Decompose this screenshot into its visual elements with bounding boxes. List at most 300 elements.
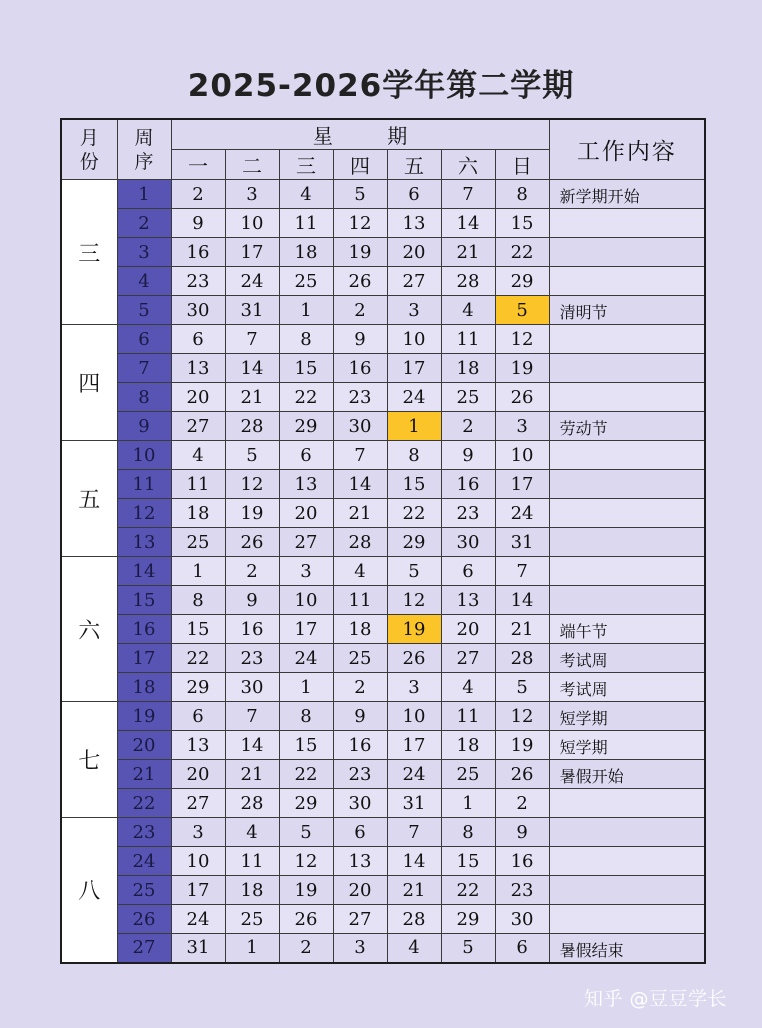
weekday-header: 二 xyxy=(225,150,279,180)
date-cell: 9 xyxy=(225,586,279,615)
week-number-cell: 24 xyxy=(117,847,171,876)
date-cell: 15 xyxy=(279,354,333,383)
date-cell: 24 xyxy=(495,499,549,528)
date-cell: 16 xyxy=(333,354,387,383)
month-cell: 六 xyxy=(61,557,117,702)
date-cell: 2 xyxy=(441,412,495,441)
date-cell: 10 xyxy=(387,702,441,731)
watermark: 知乎 @豆豆学长 xyxy=(584,988,728,1010)
date-cell: 9 xyxy=(441,441,495,470)
week-number-cell: 25 xyxy=(117,876,171,905)
date-cell: 11 xyxy=(441,702,495,731)
work-content-text: 劳动节 xyxy=(559,419,608,438)
date-cell: 25 xyxy=(279,267,333,296)
date-cell: 23 xyxy=(225,644,279,673)
date-cell: 17 xyxy=(387,354,441,383)
week-column-header: 周序 xyxy=(117,119,171,180)
work-content-cell xyxy=(549,383,705,412)
date-cell: 29 xyxy=(279,412,333,441)
work-content-cell xyxy=(549,209,705,238)
work-content-text: 端午节 xyxy=(559,622,608,641)
date-cell: 27 xyxy=(171,412,225,441)
date-cell: 31 xyxy=(225,296,279,325)
date-cell: 21 xyxy=(495,615,549,644)
date-cell: 23 xyxy=(441,499,495,528)
month-cell: 七 xyxy=(61,702,117,818)
work-content-cell xyxy=(549,470,705,499)
date-cell: 12 xyxy=(387,586,441,615)
work-content-cell xyxy=(549,586,705,615)
date-cell: 31 xyxy=(387,789,441,818)
date-cell: 27 xyxy=(279,528,333,557)
date-cell: 14 xyxy=(441,209,495,238)
calendar-title: 2025-2026学年第二学期 xyxy=(187,68,575,104)
date-cell: 27 xyxy=(333,905,387,934)
work-content-cell xyxy=(549,267,705,296)
work-content-cell xyxy=(549,702,705,731)
date-cell: 21 xyxy=(441,238,495,267)
date-cell: 18 xyxy=(441,731,495,760)
week-number-cell: 2 xyxy=(117,209,171,238)
week-row xyxy=(61,499,705,528)
date-cell: 13 xyxy=(171,354,225,383)
week-row xyxy=(61,905,705,934)
week-number-cell: 20 xyxy=(117,731,171,760)
date-cell: 20 xyxy=(387,238,441,267)
work-content-cell xyxy=(549,557,705,586)
work-content-cell xyxy=(549,528,705,557)
date-cell: 18 xyxy=(441,354,495,383)
work-content-text: 暑假开始 xyxy=(559,767,624,786)
date-cell: 9 xyxy=(171,209,225,238)
work-content-cell xyxy=(549,731,705,760)
date-cell: 17 xyxy=(495,470,549,499)
date-cell: 11 xyxy=(441,325,495,354)
date-cell: 6 xyxy=(495,934,549,963)
date-cell: 4 xyxy=(225,818,279,847)
weekday-header: 五 xyxy=(387,150,441,180)
week-number-cell: 21 xyxy=(117,760,171,789)
date-cell: 27 xyxy=(441,644,495,673)
date-cell: 7 xyxy=(333,441,387,470)
work-content-cell xyxy=(549,760,705,789)
work-content-text: 考试周 xyxy=(559,651,608,670)
week-row xyxy=(61,586,705,615)
date-cell: 30 xyxy=(225,673,279,702)
weekday-group-header: 星 期 xyxy=(171,119,549,150)
work-content-cell xyxy=(549,644,705,673)
week-row xyxy=(61,818,705,847)
work-content-header: 工作内容 xyxy=(549,119,705,180)
date-cell: 29 xyxy=(387,528,441,557)
date-cell: 11 xyxy=(279,209,333,238)
date-cell: 7 xyxy=(225,325,279,354)
date-cell: 11 xyxy=(171,470,225,499)
date-cell: 31 xyxy=(171,934,225,963)
date-cell: 10 xyxy=(495,441,549,470)
week-number-cell: 7 xyxy=(117,354,171,383)
date-cell: 17 xyxy=(279,615,333,644)
week-number-cell: 14 xyxy=(117,557,171,586)
date-cell: 4 xyxy=(171,441,225,470)
date-cell: 4 xyxy=(387,934,441,963)
date-cell: 17 xyxy=(225,238,279,267)
holiday-date-cell: 1 xyxy=(387,412,441,441)
week-row xyxy=(61,325,705,354)
date-cell: 7 xyxy=(387,818,441,847)
date-cell: 16 xyxy=(495,847,549,876)
date-cell: 3 xyxy=(387,673,441,702)
date-cell: 21 xyxy=(225,383,279,412)
work-content-cell xyxy=(549,412,705,441)
date-cell: 14 xyxy=(333,470,387,499)
month-cell: 四 xyxy=(61,325,117,441)
work-content-cell xyxy=(549,905,705,934)
date-cell: 22 xyxy=(279,760,333,789)
date-cell: 6 xyxy=(279,441,333,470)
week-row xyxy=(61,702,705,731)
date-cell: 5 xyxy=(225,441,279,470)
month-column-header: 月份 xyxy=(61,119,117,180)
date-cell: 6 xyxy=(171,325,225,354)
date-cell: 15 xyxy=(171,615,225,644)
date-cell: 10 xyxy=(279,586,333,615)
week-number-cell: 17 xyxy=(117,644,171,673)
work-content-cell xyxy=(549,934,705,963)
week-row xyxy=(61,470,705,499)
date-cell: 30 xyxy=(171,296,225,325)
date-cell: 19 xyxy=(333,238,387,267)
date-cell: 17 xyxy=(171,876,225,905)
date-cell: 16 xyxy=(333,731,387,760)
week-row xyxy=(61,876,705,905)
week-row xyxy=(61,644,705,673)
date-cell: 26 xyxy=(495,383,549,412)
date-cell: 1 xyxy=(171,557,225,586)
week-row xyxy=(61,412,705,441)
date-cell: 6 xyxy=(387,180,441,209)
date-cell: 10 xyxy=(387,325,441,354)
date-cell: 10 xyxy=(225,209,279,238)
date-cell: 31 xyxy=(495,528,549,557)
date-cell: 20 xyxy=(333,876,387,905)
date-cell: 14 xyxy=(225,354,279,383)
week-row xyxy=(61,209,705,238)
week-number-cell: 26 xyxy=(117,905,171,934)
work-content-cell xyxy=(549,673,705,702)
week-number-cell: 23 xyxy=(117,818,171,847)
date-cell: 26 xyxy=(333,267,387,296)
date-cell: 2 xyxy=(225,557,279,586)
date-cell: 19 xyxy=(495,731,549,760)
week-row xyxy=(61,296,705,325)
week-row xyxy=(61,557,705,586)
date-cell: 12 xyxy=(333,209,387,238)
work-content-cell xyxy=(549,325,705,354)
date-cell: 16 xyxy=(171,238,225,267)
date-cell: 13 xyxy=(387,209,441,238)
date-cell: 13 xyxy=(441,586,495,615)
date-cell: 6 xyxy=(171,702,225,731)
week-number-cell: 19 xyxy=(117,702,171,731)
weekday-header: 四 xyxy=(333,150,387,180)
date-cell: 24 xyxy=(279,644,333,673)
work-content-cell xyxy=(549,180,705,209)
date-cell: 5 xyxy=(387,557,441,586)
date-cell: 13 xyxy=(333,847,387,876)
date-cell: 20 xyxy=(279,499,333,528)
date-cell: 8 xyxy=(279,702,333,731)
date-cell: 17 xyxy=(387,731,441,760)
date-cell: 2 xyxy=(279,934,333,963)
date-cell: 3 xyxy=(495,412,549,441)
date-cell: 29 xyxy=(441,905,495,934)
date-cell: 20 xyxy=(171,760,225,789)
date-cell: 28 xyxy=(333,528,387,557)
work-content-text: 短学期 xyxy=(559,738,608,757)
date-cell: 13 xyxy=(171,731,225,760)
work-content-text: 新学期开始 xyxy=(559,187,640,206)
week-row xyxy=(61,354,705,383)
date-cell: 28 xyxy=(387,905,441,934)
date-cell: 23 xyxy=(333,760,387,789)
week-row xyxy=(61,180,705,209)
date-cell: 24 xyxy=(387,383,441,412)
work-content-text: 清明节 xyxy=(559,303,608,322)
week-row xyxy=(61,760,705,789)
date-cell: 4 xyxy=(441,296,495,325)
week-number-cell: 22 xyxy=(117,789,171,818)
date-cell: 22 xyxy=(279,383,333,412)
date-cell: 22 xyxy=(441,876,495,905)
date-cell: 26 xyxy=(279,905,333,934)
date-cell: 16 xyxy=(225,615,279,644)
week-number-cell: 12 xyxy=(117,499,171,528)
date-cell: 26 xyxy=(387,644,441,673)
date-cell: 3 xyxy=(387,296,441,325)
date-cell: 26 xyxy=(495,760,549,789)
date-cell: 5 xyxy=(333,180,387,209)
date-cell: 14 xyxy=(495,586,549,615)
week-number-cell: 4 xyxy=(117,267,171,296)
date-cell: 30 xyxy=(333,412,387,441)
date-cell: 25 xyxy=(225,905,279,934)
date-cell: 24 xyxy=(225,267,279,296)
weekday-header: 六 xyxy=(441,150,495,180)
date-cell: 15 xyxy=(387,470,441,499)
week-number-cell: 13 xyxy=(117,528,171,557)
date-cell: 6 xyxy=(441,557,495,586)
work-content-text: 考试周 xyxy=(559,680,608,699)
date-cell: 2 xyxy=(333,296,387,325)
date-cell: 15 xyxy=(441,847,495,876)
date-cell: 9 xyxy=(333,325,387,354)
date-cell: 20 xyxy=(441,615,495,644)
date-cell: 11 xyxy=(225,847,279,876)
date-cell: 24 xyxy=(171,905,225,934)
date-cell: 5 xyxy=(495,673,549,702)
date-cell: 25 xyxy=(441,760,495,789)
weekday-header: 三 xyxy=(279,150,333,180)
date-cell: 10 xyxy=(171,847,225,876)
date-cell: 29 xyxy=(171,673,225,702)
date-cell: 5 xyxy=(441,934,495,963)
week-row xyxy=(61,934,705,963)
date-cell: 14 xyxy=(387,847,441,876)
week-number-cell: 6 xyxy=(117,325,171,354)
date-cell: 9 xyxy=(333,702,387,731)
week-number-cell: 11 xyxy=(117,470,171,499)
date-cell: 1 xyxy=(441,789,495,818)
date-cell: 25 xyxy=(441,383,495,412)
work-content-cell xyxy=(549,238,705,267)
date-cell: 8 xyxy=(495,180,549,209)
date-cell: 8 xyxy=(171,586,225,615)
week-row xyxy=(61,383,705,412)
semester-calendar-table xyxy=(60,118,706,964)
date-cell: 3 xyxy=(333,934,387,963)
week-row xyxy=(61,615,705,644)
date-cell: 22 xyxy=(495,238,549,267)
date-cell: 19 xyxy=(279,876,333,905)
date-cell: 19 xyxy=(225,499,279,528)
date-cell: 7 xyxy=(441,180,495,209)
date-cell: 12 xyxy=(495,702,549,731)
work-content-cell xyxy=(549,789,705,818)
date-cell: 2 xyxy=(333,673,387,702)
date-cell: 13 xyxy=(279,470,333,499)
date-cell: 4 xyxy=(279,180,333,209)
date-cell: 9 xyxy=(495,818,549,847)
date-cell: 12 xyxy=(495,325,549,354)
date-cell: 1 xyxy=(279,296,333,325)
date-cell: 16 xyxy=(441,470,495,499)
week-row xyxy=(61,847,705,876)
date-cell: 24 xyxy=(387,760,441,789)
week-number-cell: 1 xyxy=(117,180,171,209)
date-cell: 23 xyxy=(333,383,387,412)
date-cell: 30 xyxy=(441,528,495,557)
work-content-cell xyxy=(549,441,705,470)
date-cell: 12 xyxy=(279,847,333,876)
date-cell: 29 xyxy=(495,267,549,296)
date-cell: 28 xyxy=(441,267,495,296)
date-cell: 4 xyxy=(333,557,387,586)
month-cell: 三 xyxy=(61,180,117,325)
date-cell: 18 xyxy=(171,499,225,528)
date-cell: 26 xyxy=(225,528,279,557)
date-cell: 3 xyxy=(279,557,333,586)
date-cell: 8 xyxy=(441,818,495,847)
date-cell: 1 xyxy=(225,934,279,963)
date-cell: 25 xyxy=(333,644,387,673)
date-cell: 4 xyxy=(441,673,495,702)
date-cell: 22 xyxy=(387,499,441,528)
date-cell: 8 xyxy=(279,325,333,354)
work-content-cell xyxy=(549,818,705,847)
holiday-date-cell: 19 xyxy=(387,615,441,644)
date-cell: 2 xyxy=(495,789,549,818)
date-cell: 18 xyxy=(279,238,333,267)
date-cell: 18 xyxy=(333,615,387,644)
date-cell: 15 xyxy=(279,731,333,760)
holiday-date-cell: 5 xyxy=(495,296,549,325)
week-number-cell: 18 xyxy=(117,673,171,702)
date-cell: 23 xyxy=(171,267,225,296)
week-number-cell: 16 xyxy=(117,615,171,644)
date-cell: 27 xyxy=(171,789,225,818)
date-cell: 22 xyxy=(171,644,225,673)
weekday-header: 日 xyxy=(495,150,549,180)
week-row xyxy=(61,673,705,702)
week-row xyxy=(61,789,705,818)
date-cell: 25 xyxy=(171,528,225,557)
date-cell: 15 xyxy=(495,209,549,238)
date-cell: 30 xyxy=(333,789,387,818)
date-cell: 6 xyxy=(333,818,387,847)
week-number-cell: 8 xyxy=(117,383,171,412)
week-row xyxy=(61,528,705,557)
date-cell: 28 xyxy=(225,412,279,441)
week-row xyxy=(61,441,705,470)
date-cell: 18 xyxy=(225,876,279,905)
date-cell: 7 xyxy=(495,557,549,586)
week-number-cell: 9 xyxy=(117,412,171,441)
date-cell: 21 xyxy=(333,499,387,528)
work-content-text: 暑假结束 xyxy=(559,940,624,960)
date-cell: 3 xyxy=(171,818,225,847)
date-cell: 2 xyxy=(171,180,225,209)
date-cell: 23 xyxy=(495,876,549,905)
week-row xyxy=(61,267,705,296)
week-number-cell: 3 xyxy=(117,238,171,267)
date-cell: 20 xyxy=(171,383,225,412)
work-content-cell xyxy=(549,354,705,383)
week-number-cell: 5 xyxy=(117,296,171,325)
work-content-cell xyxy=(549,876,705,905)
date-cell: 21 xyxy=(387,876,441,905)
week-number-cell: 15 xyxy=(117,586,171,615)
date-cell: 12 xyxy=(225,470,279,499)
week-number-cell: 27 xyxy=(117,934,171,963)
week-row xyxy=(61,731,705,760)
date-cell: 11 xyxy=(333,586,387,615)
date-cell: 19 xyxy=(495,354,549,383)
week-number-cell: 10 xyxy=(117,441,171,470)
date-cell: 30 xyxy=(495,905,549,934)
date-cell: 29 xyxy=(279,789,333,818)
date-cell: 7 xyxy=(225,702,279,731)
work-content-cell xyxy=(549,296,705,325)
date-cell: 21 xyxy=(225,760,279,789)
work-content-cell xyxy=(549,847,705,876)
work-content-text: 短学期 xyxy=(559,709,608,728)
date-cell: 27 xyxy=(387,267,441,296)
week-row xyxy=(61,238,705,267)
work-content-cell xyxy=(549,615,705,644)
date-cell: 3 xyxy=(225,180,279,209)
date-cell: 14 xyxy=(225,731,279,760)
date-cell: 1 xyxy=(279,673,333,702)
month-cell: 八 xyxy=(61,818,117,963)
work-content-cell xyxy=(549,499,705,528)
weekday-header: 一 xyxy=(171,150,225,180)
month-cell: 五 xyxy=(61,441,117,557)
date-cell: 8 xyxy=(387,441,441,470)
date-cell: 28 xyxy=(495,644,549,673)
date-cell: 28 xyxy=(225,789,279,818)
date-cell: 5 xyxy=(279,818,333,847)
